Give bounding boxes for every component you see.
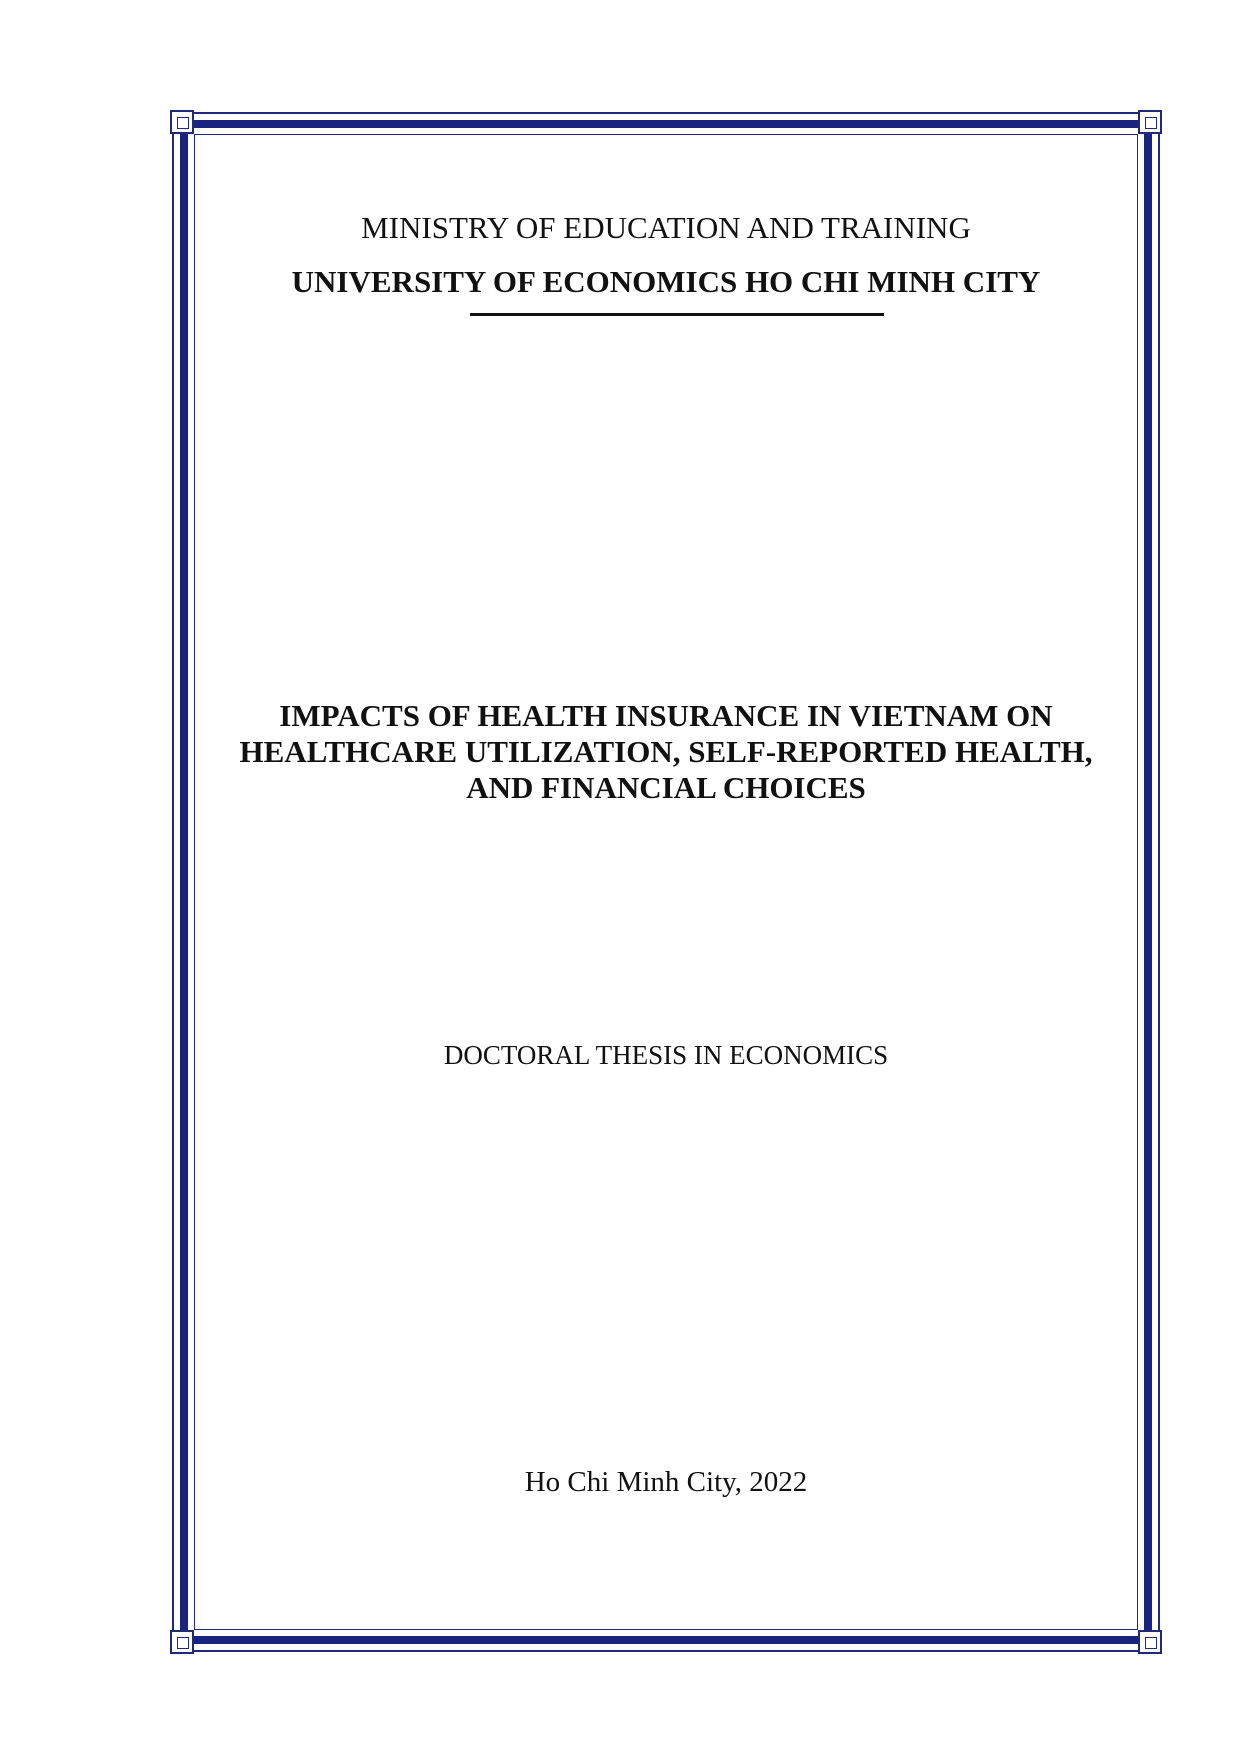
university-name: UNIVERSITY OF ECONOMICS HO CHI MINH CITY bbox=[291, 264, 1041, 299]
ministry-name: MINISTRY OF EDUCATION AND TRAINING bbox=[361, 210, 971, 245]
thesis-title bbox=[200, 698, 1132, 806]
frame-corner-ornament bbox=[1138, 110, 1162, 134]
degree-type: DOCTORAL THESIS IN ECONOMICS bbox=[443, 1040, 889, 1070]
place-and-year: Ho Chi Minh City, 2022 bbox=[524, 1466, 808, 1498]
header-divider bbox=[470, 313, 884, 316]
frame-corner-ornament bbox=[170, 110, 194, 134]
thesis-title-line: AND FINANCIAL CHOICES bbox=[466, 770, 866, 805]
frame-corner-ornament bbox=[1138, 1630, 1162, 1654]
frame-corner-ornament bbox=[170, 1630, 194, 1654]
thesis-title-line: HEALTHCARE UTILIZATION, SELF-REPORTED HEALTH, bbox=[239, 734, 1093, 769]
thesis-title-line: IMPACTS OF HEALTH INSURANCE IN VIETNAM ON bbox=[279, 698, 1053, 733]
frame-inner-border bbox=[194, 134, 1138, 1630]
